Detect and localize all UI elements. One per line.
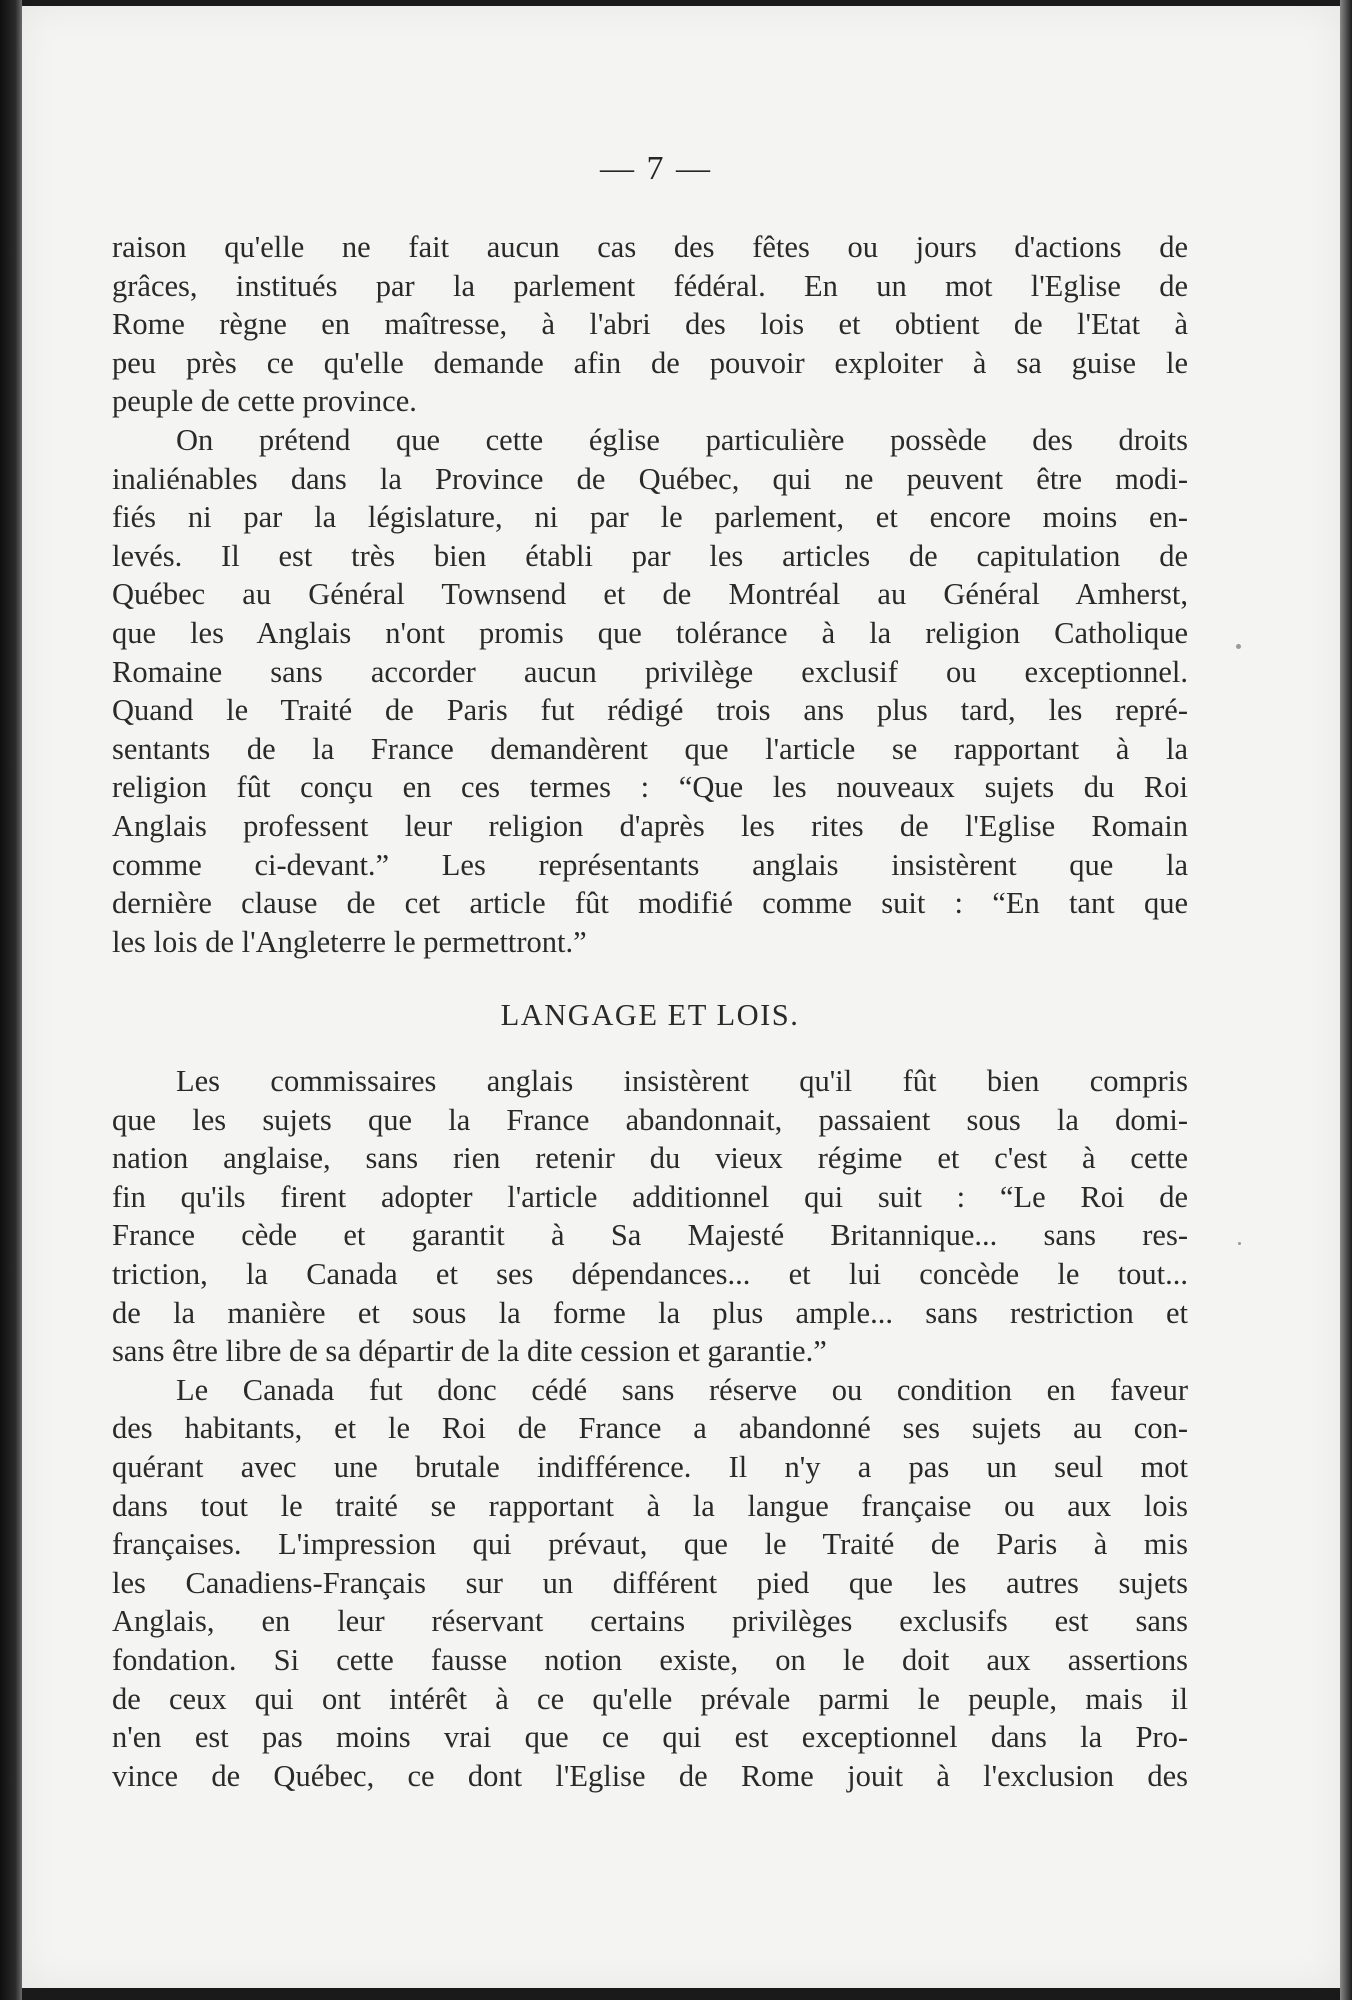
text-line: les lois de l'Angleterre le permettront.”	[112, 924, 587, 959]
text-line: comme ci-devant.” Les représentants anglais insistèrent que la	[112, 847, 1188, 882]
text-line: Rome règne en maîtresse, à l'abri des lois et obtient de l'Etat à	[112, 307, 1188, 342]
text-line: peu près ce qu'elle demande afin de pouvoir exploiter à sa guise le	[112, 345, 1188, 380]
text-line: fondation. Si cette fausse notion existe, on le doit aux assertions	[112, 1642, 1188, 1677]
text-line: dans tout le traité se rapportant à la langue française ou aux lois	[112, 1488, 1188, 1523]
page-number: — 7 —	[600, 150, 712, 187]
book-spine-shadow	[0, 0, 22, 2000]
text-line: religion fût conçu en ces termes : “Que les nouveaux sujets du Roi	[112, 770, 1188, 805]
text-line: Anglais professent leur religion d'après les rites de l'Eglise Romain	[112, 808, 1188, 843]
text-line: françaises. L'impression qui prévaut, que le Traité de Paris à mis	[112, 1527, 1188, 1562]
paper-speck	[1236, 644, 1241, 649]
text-line: les Canadiens-Français sur un différent pied que les autres sujets	[112, 1565, 1188, 1600]
text-line: France cède et garantit à Sa Majesté Britannique... sans res-	[112, 1218, 1188, 1253]
text-line: dernière clause de cet article fût modifié comme suit : “En tant que	[112, 886, 1188, 921]
text-line: Anglais, en leur réservant certains privilèges exclusifs est sans	[112, 1604, 1188, 1639]
text-line: nation anglaise, sans rien retenir du vieux régime et c'est à cette	[112, 1141, 1188, 1176]
text-line: Le Canada fut donc cédé sans réserve ou condition en faveur	[176, 1372, 1188, 1407]
paragraph-block-intro	[112, 228, 1188, 961]
text-line: Romaine sans accorder aucun privilège exclusif ou exceptionnel.	[112, 654, 1188, 689]
page-edge-shadow	[1340, 0, 1352, 2000]
text-line: quérant avec une brutale indifférence. Il n'y a pas un seul mot	[112, 1449, 1188, 1484]
text-line: de ceux qui ont intérêt à ce qu'elle prévale parmi le peuple, mais il	[112, 1681, 1188, 1716]
text-line: levés. Il est très bien établi par les articles de capitulation de	[112, 538, 1188, 573]
section-heading: LANGAGE ET LOIS.	[500, 998, 800, 1032]
text-line: inaliénables dans la Province de Québec, qui ne peuvent être modi-	[112, 461, 1188, 496]
text-line: raison qu'elle ne fait aucun cas des fêtes ou jours d'actions de	[112, 230, 1188, 264]
text-line: Les commissaires anglais insistèrent qu'il fût bien compris	[176, 1064, 1188, 1098]
text-line: sans être libre de sa départir de la dite cession et garantie.”	[112, 1334, 827, 1369]
text-line: grâces, institués par la parlement fédéral. En un mot l'Eglise de	[112, 268, 1188, 303]
text-line: que les sujets que la France abandonnait, passaient sous la domi-	[112, 1102, 1188, 1137]
text-line: fiés ni par la législature, ni par le parlement, et encore moins en-	[112, 500, 1188, 535]
paragraph-block-langage	[112, 1062, 1188, 1795]
text-line: sentants de la France demandèrent que l'article se rapportant à la	[112, 731, 1188, 766]
text-line: vince de Québec, ce dont l'Eglise de Rome jouit à l'exclusion des	[112, 1758, 1188, 1793]
text-line: que les Anglais n'ont promis que tolérance à la religion Catholique	[112, 615, 1188, 650]
text-line: peuple de cette province.	[112, 384, 417, 419]
text-line: fin qu'ils firent adopter l'article additionnel qui suit : “Le Roi de	[112, 1179, 1188, 1214]
text-line: triction, la Canada et ses dépendances... et lui concède le tout...	[112, 1256, 1188, 1291]
paper-speck	[1238, 1242, 1241, 1245]
text-line: de la manière et sous la forme la plus ample... sans restriction et	[112, 1295, 1188, 1330]
text-line: des habitants, et le Roi de France a abandonné ses sujets au con-	[112, 1411, 1188, 1446]
text-line: Quand le Traité de Paris fut rédigé trois ans plus tard, les repré-	[112, 693, 1188, 728]
text-line: On prétend que cette église particulière possède des droits	[176, 422, 1188, 457]
text-line: Québec au Général Townsend et de Montréal au Général Amherst,	[112, 577, 1188, 612]
text-line: n'en est pas moins vrai que ce qui est exceptionnel dans la Pro-	[112, 1720, 1188, 1755]
